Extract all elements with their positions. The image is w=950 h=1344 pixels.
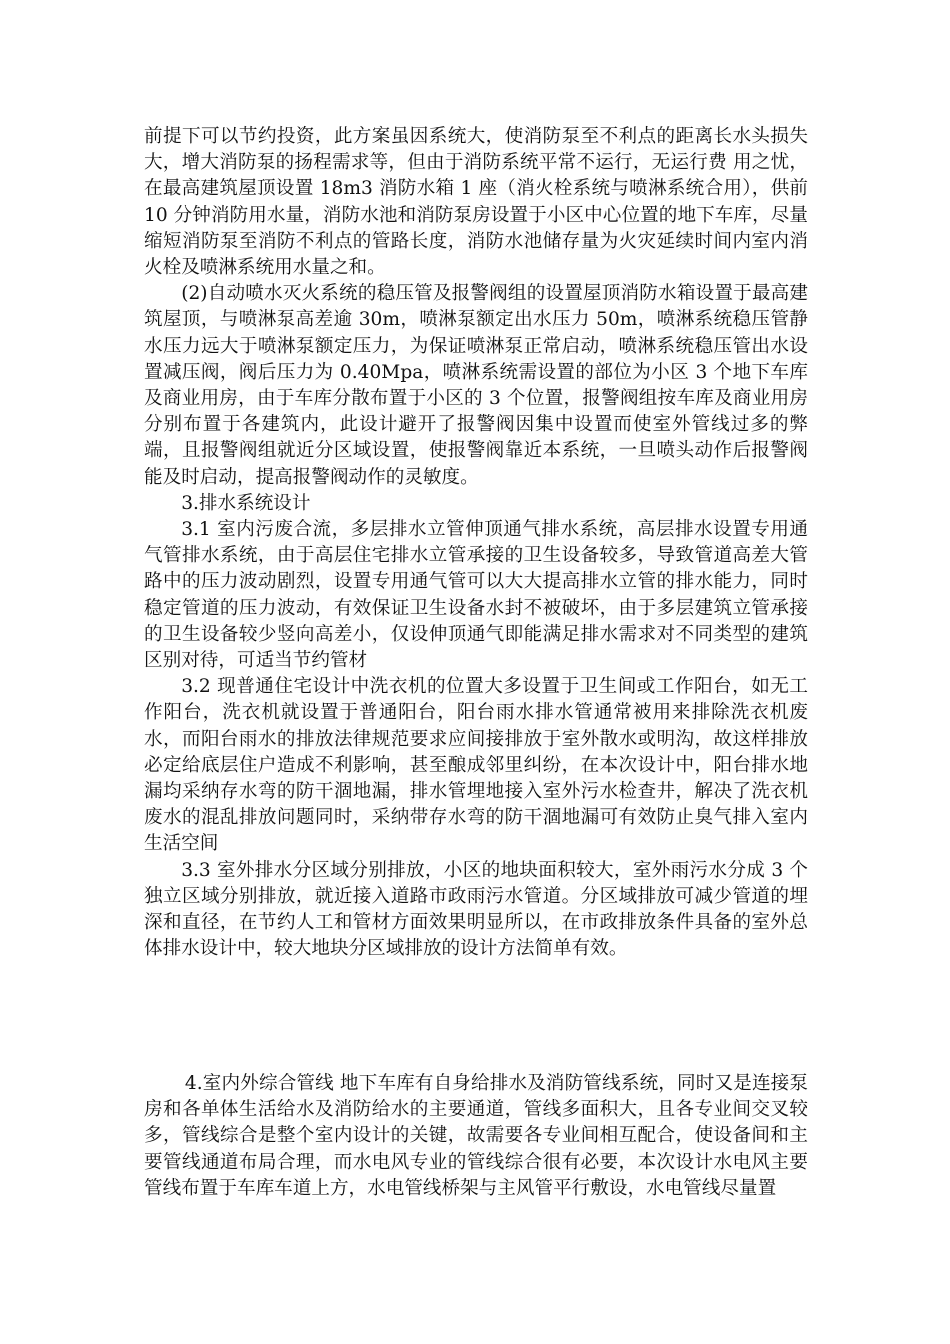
section-heading-drainage: 3.排水系统设计 (181, 492, 311, 514)
body-text-bottom (144, 1071, 808, 1202)
body-text-top (144, 124, 808, 963)
paragraph-fire-water-tank: 前提下可以节约投资，此方案虽因系统大，使消防泵至不利点的距离长水头损失大，增大消防泵的扬程需求等，但由于消防系统平常不运行，无运行费 用之忧，在最高建筑屋顶设置 18m3 消防水箱 1 座（消火栓系统与喷淋系统合用），供前 10 分钟消防用水量，消防水池和消防泵房设置于小区中心位置的地下车库，尽量缩短消防泵至消防不利点的管路长度，消防水池储存量为火灾延续时间内室内消火栓及喷淋系统用水量之和。 (144, 126, 808, 279)
paragraph-pipeline-integration: 4.室内外综合管线 地下车库有自身给排水及消防管线系统，同时又是连接泵房和各单体生活给水及消防给水的主要通道，管线多面积大，且各专业间交叉较多，管线综合是整个室内设计的关键，故需要各专业间相互配合，使设备间和主要管线通道布局合理，而水电风专业的管线综合很有必要，本次设计水电风主要管线布置于车库车道上方，水电管线桥架与主风管平行敷设，水电管线尽量置 (144, 1073, 808, 1199)
paragraph-sprinkler-system: (2)自动喷水灭火系统的稳压管及报警阀组的设置屋顶消防水箱设置于最高建筑屋顶，与喷淋泵高差逾 30m，喷淋泵额定出水压力 50m，喷淋系统稳压管静水压力远大于喷淋泵额定压力，为保证喷淋泵正常启动，喷淋系统稳压管出水设置减压阀，阀后压力为 0.40Mpa，喷淋系统需设置的部位为小区 3 个地下车库及商业用房，由于车库分散布置于小区的 3 个位置，报警阀组按车库及商业用房分别布置于各建筑内，此设计避开了报警阀因集中设置而使室外管线过多的弊端，且报警阀组就近分区域设置，使报警阀靠近本系统，一旦喷头动作后报警阀能及时启动，提高报警阀动作的灵敏度。 (144, 283, 808, 488)
paragraph-indoor-drainage: 3.1 室内污废合流，多层排水立管伸顶通气排水系统，高层排水设置专用通气管排水系统，由于高层住宅排水立管承接的卫生设备较多，导致管道高差大管路中的压力波动剧烈，设置专用通气管可以大大提高排水立管的排水能力，同时稳定管道的压力波动，有效保证卫生设备水封不被破坏，由于多层建筑立管承接的卫生设备较少竖向高差小，仅设伸顶通气即能满足排水需求对不同类型的建筑区别对待，可适当节约管材 (144, 519, 808, 672)
paragraph-outdoor-drainage: 3.3 室外排水分区域分别排放，小区的地块面积较大，室外雨污水分成 3 个独立区域分别排放，就近接入道路市政雨污水管道。分区域排放可减少管道的埋深和直径，在节约人工和管材方面效果明显所以，在市政排放条件具备的室外总体排水设计中，较大地块分区域排放的设计方法简单有效。 (144, 859, 808, 960)
paragraph-balcony-drainage: 3.2 现普通住宅设计中洗衣机的位置大多设置于卫生间或工作阳台，如无工作阳台，洗衣机就设置于普通阳台，阳台雨水排水管通常被用来排除洗衣机废水，而阳台雨水的排放法律规范要求应间接排放于室外散水或明沟，故这样排放必定给底层住户造成不利影响，甚至酿成邻里纠纷，在本次设计中，阳台排水地漏均采纳存水弯的防干涸地漏，排水管埋地接入室外污水检查井，解决了洗衣机废水的混乱排放问题同时，采纳带存水弯的防干涸地漏可有效防止臭气排入室内生活空间 (144, 676, 808, 855)
